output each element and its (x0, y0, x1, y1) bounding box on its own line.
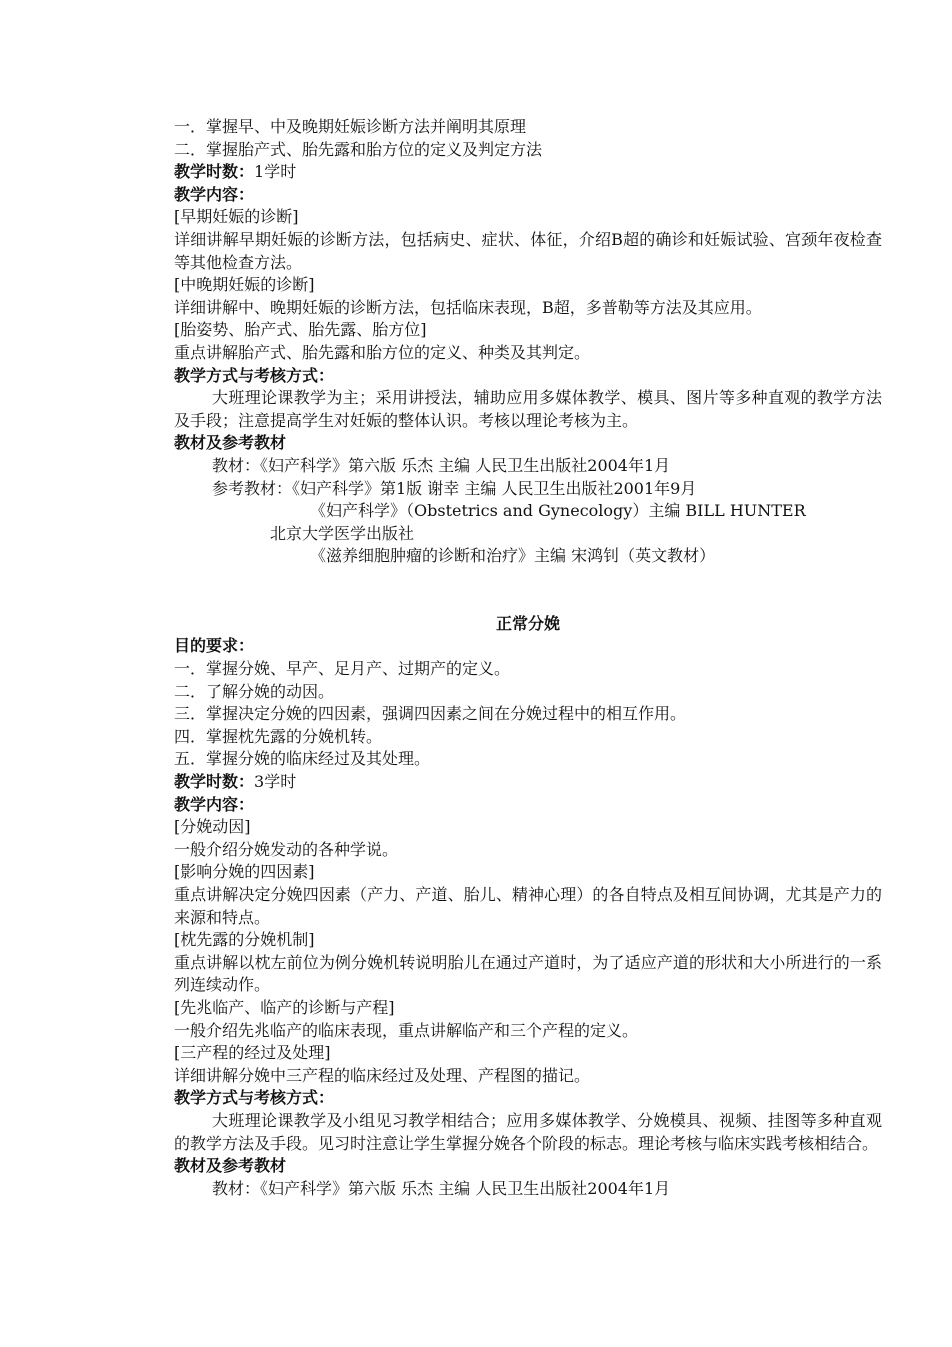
topic-title: [胎姿势、胎产式、胎先露、胎方位] (174, 320, 427, 340)
method-text: 大班理论课教学为主；采用讲授法，辅助应用多媒体教学、模具、图片等多种直观的教学方法及手段；注意提高学生对妊娠的整体认识。考核以理论考核为主。 (174, 388, 882, 430)
hours-value: 3学时 (254, 772, 297, 792)
textbook: 教材：《妇产科学》第六版 乐杰 主编 人民卫生出版社2004年1月 (212, 1178, 671, 1198)
document-body (174, 116, 882, 1200)
topic-text: 详细讲解早期妊娠的诊断方法，包括病史、症状、体征，介绍B超的确诊和妊娠试验、宫颈年夜检查等其他检查方法。 (174, 229, 882, 272)
hours-value: 1学时 (254, 162, 297, 182)
books-heading: 教材及参考教材 (174, 1156, 287, 1176)
topic-text: 详细讲解分娩中三产程的临床经过及处理、产程图的描记。 (174, 1065, 591, 1085)
hours-label: 教学时数： (174, 162, 255, 182)
topic-title: [分娩动因] (174, 817, 251, 837)
objective-1: 一．掌握早、中及晚期妊娠诊断方法并阐明其原理 (174, 117, 527, 136)
topic-title: [早期妊娠的诊断] (174, 207, 299, 227)
objective-3: 三．掌握决定分娩的四因素，强调四因素之间在分娩过程中的相互作用。 (174, 704, 687, 724)
topic-text: 一般介绍先兆临产的临床表现，重点讲解临产和三个产程的定义。 (174, 1020, 639, 1040)
teaching-hours (174, 771, 882, 794)
topic-title: [中晚期妊娠的诊断] (174, 275, 315, 295)
objectives-heading: 目的要求： (174, 636, 255, 656)
topic-text: 重点讲解胎产式、胎先露和胎方位的定义、种类及其判定。 (174, 342, 591, 362)
topic-title: [三产程的经过及处理] (174, 1043, 331, 1063)
content-heading: 教学内容： (174, 794, 255, 814)
topic-title: [枕先露的分娩机制] (174, 930, 315, 950)
objective-1: 一．掌握分娩、早产、足月产、过期产的定义。 (174, 659, 511, 679)
objective-4: 四．掌握枕先露的分娩机转。 (174, 726, 383, 746)
reference-book-3: 《滋养细胞肿瘤的诊断和治疗》主编 宋鸿钊（英文教材） (310, 546, 716, 566)
topic-text: 详细讲解中、晚期妊娠的诊断方法，包括临床表现，B超，多普勒等方法及其应用。 (174, 297, 762, 317)
method-heading: 教学方式与考核方式： (174, 365, 335, 385)
method-heading: 教学方式与考核方式： (174, 1088, 335, 1108)
textbook: 教材：《妇产科学》第六版 乐杰 主编 人民卫生出版社2004年1月 (212, 455, 671, 475)
reference-book-1: 参考教材：《妇产科学》第1版 谢幸 主编 人民卫生出版社2001年9月 (212, 478, 697, 498)
objective-2: 二．掌握胎产式、胎先露和胎方位的定义及判定方法 (174, 139, 543, 159)
books-heading: 教材及参考教材 (174, 433, 287, 453)
objective-5: 五．掌握分娩的临床经过及其处理。 (174, 749, 431, 769)
topic-title: [影响分娩的四因素] (174, 862, 315, 882)
objective-2: 二．了解分娩的动因。 (174, 681, 335, 701)
topic-title: [先兆临产、临产的诊断与产程] (174, 997, 395, 1017)
hours-label: 教学时数： (174, 772, 255, 792)
topic-text: 重点讲解决定分娩四因素（产力、产道、胎儿、精神心理）的各自特点及相互间协调，尤其是产力的来源和特点。 (174, 885, 882, 927)
section-title: 正常分娩 (495, 613, 560, 633)
topic-text: 重点讲解以枕左前位为例分娩机转说明胎儿在通过产道时，为了适应产道的形状和大小所进行的一系列连续动作。 (174, 952, 882, 995)
method-text: 大班理论课教学及小组见习教学相结合；应用多媒体教学、分娩模具、视频、挂图等多种直观的教学方法及手段。见习时注意让学生掌握分娩各个阶段的标志。理论考核与临床实践考核相结合。 (174, 1110, 882, 1153)
content-heading: 教学内容： (174, 184, 255, 204)
teaching-hours (174, 161, 882, 184)
reference-book-2-publisher: 北京大学医学出版社 (270, 523, 415, 543)
topic-text: 一般介绍分娩发动的各种学说。 (174, 839, 399, 859)
reference-book-2: 《妇产科学》（Obstetrics and Gynecology）主编 BILL HUNTER (310, 501, 806, 521)
